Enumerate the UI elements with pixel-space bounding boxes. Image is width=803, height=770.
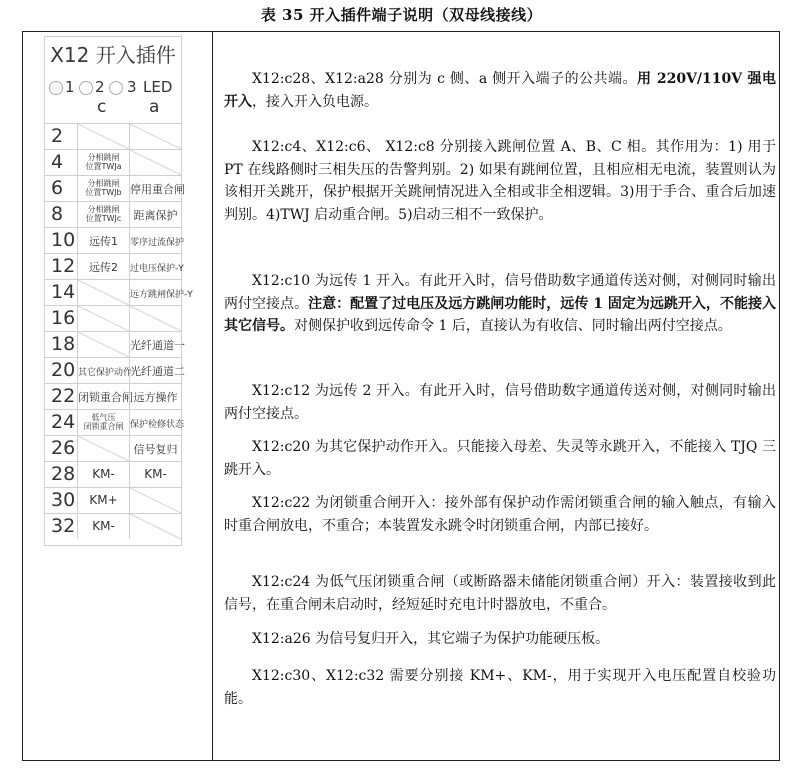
terminal-row xyxy=(45,357,185,383)
terminal-row xyxy=(45,123,181,149)
led-2-icon xyxy=(79,81,93,95)
terminal-cell-a xyxy=(129,384,181,409)
terminal-cell-c xyxy=(77,176,129,201)
terminal-label: 远传1 xyxy=(89,235,118,248)
paragraph-text: X12:c24 为低气压闭锁重合闸（或断路器未储能闭锁重合闸）开入：装置接收到此信号，在重合闸未启动时，经短延时充电计时器放电，不重合。 xyxy=(224,574,776,613)
description-paragraph xyxy=(224,492,776,537)
terminal-cell-c xyxy=(77,384,133,409)
terminal-label: 停用重合闸 xyxy=(130,183,185,196)
terminal-row xyxy=(45,513,181,539)
description-paragraph xyxy=(224,68,776,113)
description-paragraph xyxy=(224,270,776,338)
terminal-label: 信号复归 xyxy=(133,443,178,456)
description-paragraph xyxy=(224,136,776,226)
terminal-label: 远方跳闸保护-Y xyxy=(130,290,193,300)
paragraph-text: X12:c30、X12:c32 需要分别接 KM+、KM-，用于实现开入电压配置自校验功能。 xyxy=(224,668,776,707)
terminal-number: 14 xyxy=(51,281,76,303)
terminal-number: 10 xyxy=(51,229,76,251)
terminal-label: 其它保护动作 xyxy=(78,368,133,378)
terminal-label: 零序过流保护 xyxy=(130,238,185,248)
terminal-cell-c xyxy=(77,332,129,357)
terminal-cell-a xyxy=(129,332,185,357)
terminal-cell-c xyxy=(77,436,129,461)
terminal-cell-a xyxy=(129,150,181,175)
terminal-label: 分相跳闸 位置TWJc xyxy=(85,205,122,223)
empty-cell-diagonal xyxy=(130,150,181,175)
empty-cell-diagonal xyxy=(130,306,181,331)
empty-cell-diagonal xyxy=(130,124,181,149)
terminal-label: 分相跳闸 位置TWJb xyxy=(85,179,122,197)
description-paragraph xyxy=(224,380,776,425)
led-3-icon xyxy=(109,81,123,95)
terminal-row xyxy=(45,149,181,175)
paragraph-text: X12:c12 为远传 2 开入。有此开入时，信号借助数字通道传送对侧，对侧同时输出两付空接点。 xyxy=(224,383,776,422)
terminal-label: KM- xyxy=(92,467,115,481)
terminal-row xyxy=(45,461,181,487)
terminal-number: 4 xyxy=(51,151,64,173)
terminal-cell-c xyxy=(77,202,129,227)
description-paragraph xyxy=(224,665,776,710)
terminal-number: 26 xyxy=(51,437,76,459)
terminal-label: KM- xyxy=(92,519,115,533)
terminal-cell-a xyxy=(129,176,185,201)
terminal-cell-c xyxy=(77,306,129,331)
terminal-cell-c xyxy=(77,514,129,539)
terminal-cell-c xyxy=(77,124,129,149)
terminal-cell-c xyxy=(77,410,129,435)
terminal-cell-a xyxy=(129,514,181,539)
terminal-row xyxy=(45,409,185,435)
empty-cell-diagonal xyxy=(78,332,129,357)
terminal-grid xyxy=(45,123,193,539)
terminal-cell-a xyxy=(129,488,181,513)
terminal-cell-a xyxy=(129,124,181,149)
column-header-a: a xyxy=(149,97,160,117)
terminal-cell-a xyxy=(129,202,181,227)
terminal-cell-c xyxy=(77,228,129,253)
terminal-label: 闭锁重合闸 xyxy=(78,391,133,404)
terminal-label: 低气压 闭锁重合闸 xyxy=(83,413,124,431)
terminal-number: 20 xyxy=(51,359,76,381)
empty-cell-diagonal xyxy=(130,488,181,513)
led-1-icon xyxy=(49,81,63,95)
terminal-cell-a xyxy=(129,436,181,461)
terminal-number: 16 xyxy=(51,307,76,329)
terminal-row xyxy=(45,305,181,331)
terminal-row xyxy=(45,383,181,409)
terminal-number: 22 xyxy=(51,385,76,407)
terminal-cell-a xyxy=(129,228,185,253)
terminal-row xyxy=(45,175,185,201)
led-label: LED xyxy=(143,78,173,96)
terminal-cell-c xyxy=(77,254,129,279)
terminal-number: 32 xyxy=(51,515,76,537)
terminal-title: X12 开入插件 xyxy=(50,43,176,67)
terminal-number: 28 xyxy=(51,463,76,485)
terminal-row xyxy=(45,279,193,305)
terminal-label: KM- xyxy=(144,467,167,481)
terminal-row xyxy=(45,487,181,513)
terminal-label: 光纤通道一 xyxy=(130,339,185,352)
terminal-label: 光纤通道二 xyxy=(130,365,185,378)
terminal-cell-a xyxy=(129,462,181,487)
paragraph-text: ，接入开入负电源。 xyxy=(252,93,378,110)
terminal-cell-c xyxy=(77,280,129,305)
terminal-row xyxy=(45,201,181,227)
description-paragraph xyxy=(224,571,776,616)
description-paragraph xyxy=(224,628,776,651)
terminal-cell-a xyxy=(129,410,185,435)
paragraph-text: X12:c10 为远传 1 开入。有此开入时，信号借助数字通道传送对侧，对侧同时输出两付空接点。 xyxy=(224,273,776,312)
terminal-number: 24 xyxy=(51,411,76,433)
terminal-row xyxy=(45,253,184,279)
terminal-number: 18 xyxy=(51,333,76,355)
paragraph-text: X12:c4、X12:c6、 X12:c8 分别接入跳闸位置 A、B、C 相。其作用为：1) 用于 PT 在线路侧时三相失压的告警判别。2) 如果有跳闸位置，且相应相无电流，装置则认为该相开关跳开，保护根据开关跳闸情况进入全相或非全相逻辑。3)用于手合、重合后加速判别。4)TWJ 启动重合闸。5)启动三相不一致保护。 xyxy=(224,139,776,223)
paragraph-text: X12:a26 为信号复归开入，其它端子为保护功能硬压板。 xyxy=(252,631,610,647)
terminal-label: 分相跳闸 位置TWJa xyxy=(85,153,122,171)
paragraph-text: X12:c22 为闭锁重合闸开入：接外部有保护动作需闭锁重合闸的输入触点，有输入时重合闸放电，不重合；本装置发永跳令时闭锁重合闸，内部已接好。 xyxy=(224,495,776,534)
empty-cell-diagonal xyxy=(78,124,129,149)
terminal-row xyxy=(45,331,185,357)
paragraph-text: X12:c20 为其它保护动作开入。只能接入母差、失灵等永跳开入，不能接入 TJQ 三跳开入。 xyxy=(224,439,776,478)
empty-cell-diagonal xyxy=(130,514,181,539)
empty-cell-diagonal xyxy=(78,436,129,461)
table-caption: 表 35 开入插件端子说明（双母线接线） xyxy=(260,6,543,24)
paragraph-text: 对侧保护收到远传命令 1 后，直接认为有收信、同时输出两付空接点。 xyxy=(294,318,732,334)
column-divider xyxy=(212,31,213,761)
terminal-label: 远传2 xyxy=(89,261,118,274)
paragraph-emphasis: 注意：配置了过电压及远方跳闸功能时，远传 1 固定为远跳开入，不能接入其它信号。 xyxy=(224,295,776,334)
empty-cell-diagonal xyxy=(78,280,129,305)
terminal-diagram xyxy=(44,36,193,546)
terminal-cell-a xyxy=(129,254,184,279)
paragraph-emphasis: 用 220V/110V 强电开入 xyxy=(224,71,776,110)
terminal-label: 保护检修状态 xyxy=(130,420,185,430)
terminal-number: 2 xyxy=(51,125,64,147)
terminal-cell-c xyxy=(77,150,129,175)
terminal-label: 过电压保护-Y xyxy=(130,264,184,274)
terminal-cell-a xyxy=(129,358,185,383)
terminal-cell-c xyxy=(77,358,133,383)
description-paragraph xyxy=(224,436,776,481)
led-row xyxy=(45,77,181,97)
terminal-cell-c xyxy=(77,488,129,513)
terminal-row xyxy=(45,435,181,461)
terminal-number: 8 xyxy=(51,203,64,225)
terminal-number: 12 xyxy=(51,255,76,277)
terminal-label: KM+ xyxy=(89,493,118,507)
column-header-c: c xyxy=(97,97,107,117)
terminal-number: 6 xyxy=(51,177,64,199)
terminal-cell-c xyxy=(77,462,129,487)
terminal-label: 远方操作 xyxy=(133,391,178,404)
terminal-number: 30 xyxy=(51,489,76,511)
led-number: 3 xyxy=(127,78,137,96)
terminal-label: 距离保护 xyxy=(133,209,178,222)
paragraph-text: X12:c28、X12:a28 分别为 c 侧、a 侧开入端子的公共端。 xyxy=(252,71,637,87)
led-number: 2 xyxy=(95,78,105,96)
led-number: 1 xyxy=(65,78,75,96)
terminal-cell-a xyxy=(129,306,181,331)
empty-cell-diagonal xyxy=(78,306,129,331)
terminal-cell-a xyxy=(129,280,193,305)
terminal-row xyxy=(45,227,185,253)
